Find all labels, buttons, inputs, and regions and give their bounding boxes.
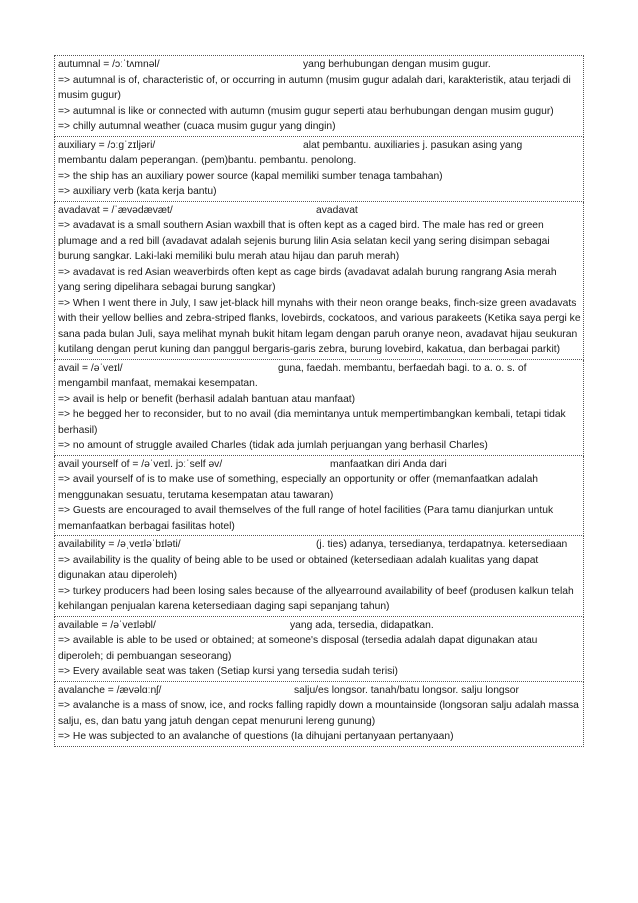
entry-header — [58, 683, 581, 699]
entry-line: => Guests are encouraged to avail themselves of the full range of hotel facilities (Para tamu dianjurkan untuk memanfaatkan berbagai fasilitas hotel) — [58, 505, 554, 532]
entry-line: => Every available seat was taken (Setiap kursi yang tersedia sudah terisi) — [58, 666, 398, 677]
entry-header — [58, 203, 581, 219]
dictionary-entry — [54, 617, 584, 682]
entry-line: => When I went there in July, I saw jet-black hill mynahs with their neon orange beaks, finch-size green avadavats with their yellow bellies and zebra-striped flanks, lovebirds, cockatoos, and various parakeets (Ketika saya pergi ke sana pada bulan Juli, saya melihat mynah bukit hitam legam dengan paruh oranye neon, avadavat hijau seukuran kutilang dengan perut kuning dan panggul bergaris-garis zebra, burung lovebird, kakatua, dan berbagai parkit) — [58, 297, 581, 355]
meaning: avadavat — [316, 204, 358, 216]
entry-line: => chilly autumnal weather (cuaca musim gugur yang dingin) — [58, 121, 336, 132]
headword: availability = /əˌveɪləˈbɪləti/ — [58, 539, 181, 550]
headword: avadavat = /ˈævədævæt/ — [58, 204, 173, 216]
headword: avail = /əˈveɪl/ — [58, 362, 123, 374]
headword: avalanche = /ævəlɑːnʃ/ — [58, 684, 162, 696]
meaning: salju/es longsor. tanah/batu longsor. salju longsor — [294, 684, 519, 696]
dictionary-entry — [54, 360, 584, 456]
dictionary-entry — [54, 202, 584, 360]
entry-line: => avadavat is a small southern Asian waxbill that is often kept as a caged bird. The male has red or green plumage and a red bill (avadavat adalah sejenis burung lilin Asia selatan kecil yang sering disimpan sebagai burung sangkar. Laki-laki memiliki bulu merah atau hijau dan paruh merah) — [58, 220, 550, 262]
entry-line: membantu dalam peperangan. (pem)bantu. pembantu. penolong. — [58, 155, 357, 166]
entry-line: => available is able to be used or obtained; at someone's disposal (tersedia adalah dapat digunakan atau diperoleh; di pembuangan seseorang) — [58, 635, 538, 662]
entry-header — [58, 618, 581, 634]
entry-line: => autumnal is of, characteristic of, or occurring in autumn (musim gugur adalah dari, karakteristik, atau terjadi di musim gugur) — [58, 74, 571, 101]
entry-line: => auxiliary verb (kata kerja bantu) — [58, 186, 217, 197]
meaning: guna, faedah. membantu, berfaedah bagi. to a. o. s. of — [278, 362, 527, 374]
dictionary-entry — [54, 456, 584, 537]
entry-line: => he begged her to reconsider, but to no avail (dia memintanya untuk mempertimbangkan kembali, tetapi tidak berhasil) — [58, 409, 566, 436]
headword: autumnal = /ɔːˈtʌmnəl/ — [58, 59, 160, 70]
meaning: (j. ties) adanya, tersedianya, terdapatnya. ketersediaan — [316, 539, 568, 550]
entry-line: => avadavat is red Asian weaverbirds often kept as cage birds (avadavat adalah burung rangrang Asia merah yang sering dipelihara sebagai burung sangkar) — [58, 266, 557, 293]
entry-header — [58, 457, 581, 473]
entry-line: => He was subjected to an avalanche of questions (Ia dihujani pertanyaan pertanyaan) — [58, 731, 454, 742]
entry-line: => autumnal is like or connected with autumn (musim gugur seperti atau berhubungan dengan musim gugur) — [58, 105, 554, 117]
entry-line: => turkey producers had been losing sales because of the allyearround availability of beef (produsen kalkun telah kehilangan penjualan karena ketersediaan daging sapi sepanjang tahun) — [58, 585, 574, 612]
headword: available = /əˈveɪləbl/ — [58, 619, 156, 631]
entry-header — [58, 138, 581, 154]
meaning: alat pembantu. auxiliaries j. pasukan asing yang — [303, 139, 523, 151]
entry-header — [58, 537, 581, 553]
dictionary-page — [54, 55, 584, 747]
entry-line: => avail is help or benefit (berhasil adalah bantuan atau manfaat) — [58, 393, 356, 405]
entry-line: => no amount of struggle availed Charles (tidak ada jumlah perjuangan yang berhasil Charles) — [58, 440, 488, 451]
headword: auxiliary = /ɔːgˈzɪljəri/ — [58, 139, 156, 151]
entry-line: mengambil manfaat, memakai kesempatan. — [58, 378, 258, 389]
dictionary-entry — [54, 137, 584, 202]
entry-line: => availability is the quality of being able to be used or obtained (ketersediaan adalah kualitas yang dapat digunakan atau diperoleh) — [58, 554, 539, 581]
dictionary-entry — [54, 536, 584, 617]
entry-line: => avail yourself of is to make use of something, especially an opportunity or offer (memanfaatkan adalah menggunakan sesuatu, terutama kesempatan atau tawaran) — [58, 474, 539, 501]
entry-line: => avalanche is a mass of snow, ice, and rocks falling rapidly down a mountainside (longsoran salju adalah massa salju, es, dan batu yang jatuh dengan cepat menuruni lereng gunung) — [58, 700, 579, 727]
meaning: manfaatkan diri Anda dari — [330, 458, 447, 470]
entry-header — [58, 57, 581, 73]
meaning: yang berhubungan dengan musim gugur. — [303, 59, 491, 70]
dictionary-entry — [54, 682, 584, 747]
headword: avail yourself of = /əˈveɪl. jɔːˈself əv/ — [58, 458, 223, 470]
dictionary-entry — [54, 55, 584, 137]
entry-line: => the ship has an auxiliary power source (kapal memiliki sumber tenaga tambahan) — [58, 170, 443, 182]
meaning: yang ada, tersedia, didapatkan. — [290, 619, 434, 631]
entry-header — [58, 361, 581, 377]
